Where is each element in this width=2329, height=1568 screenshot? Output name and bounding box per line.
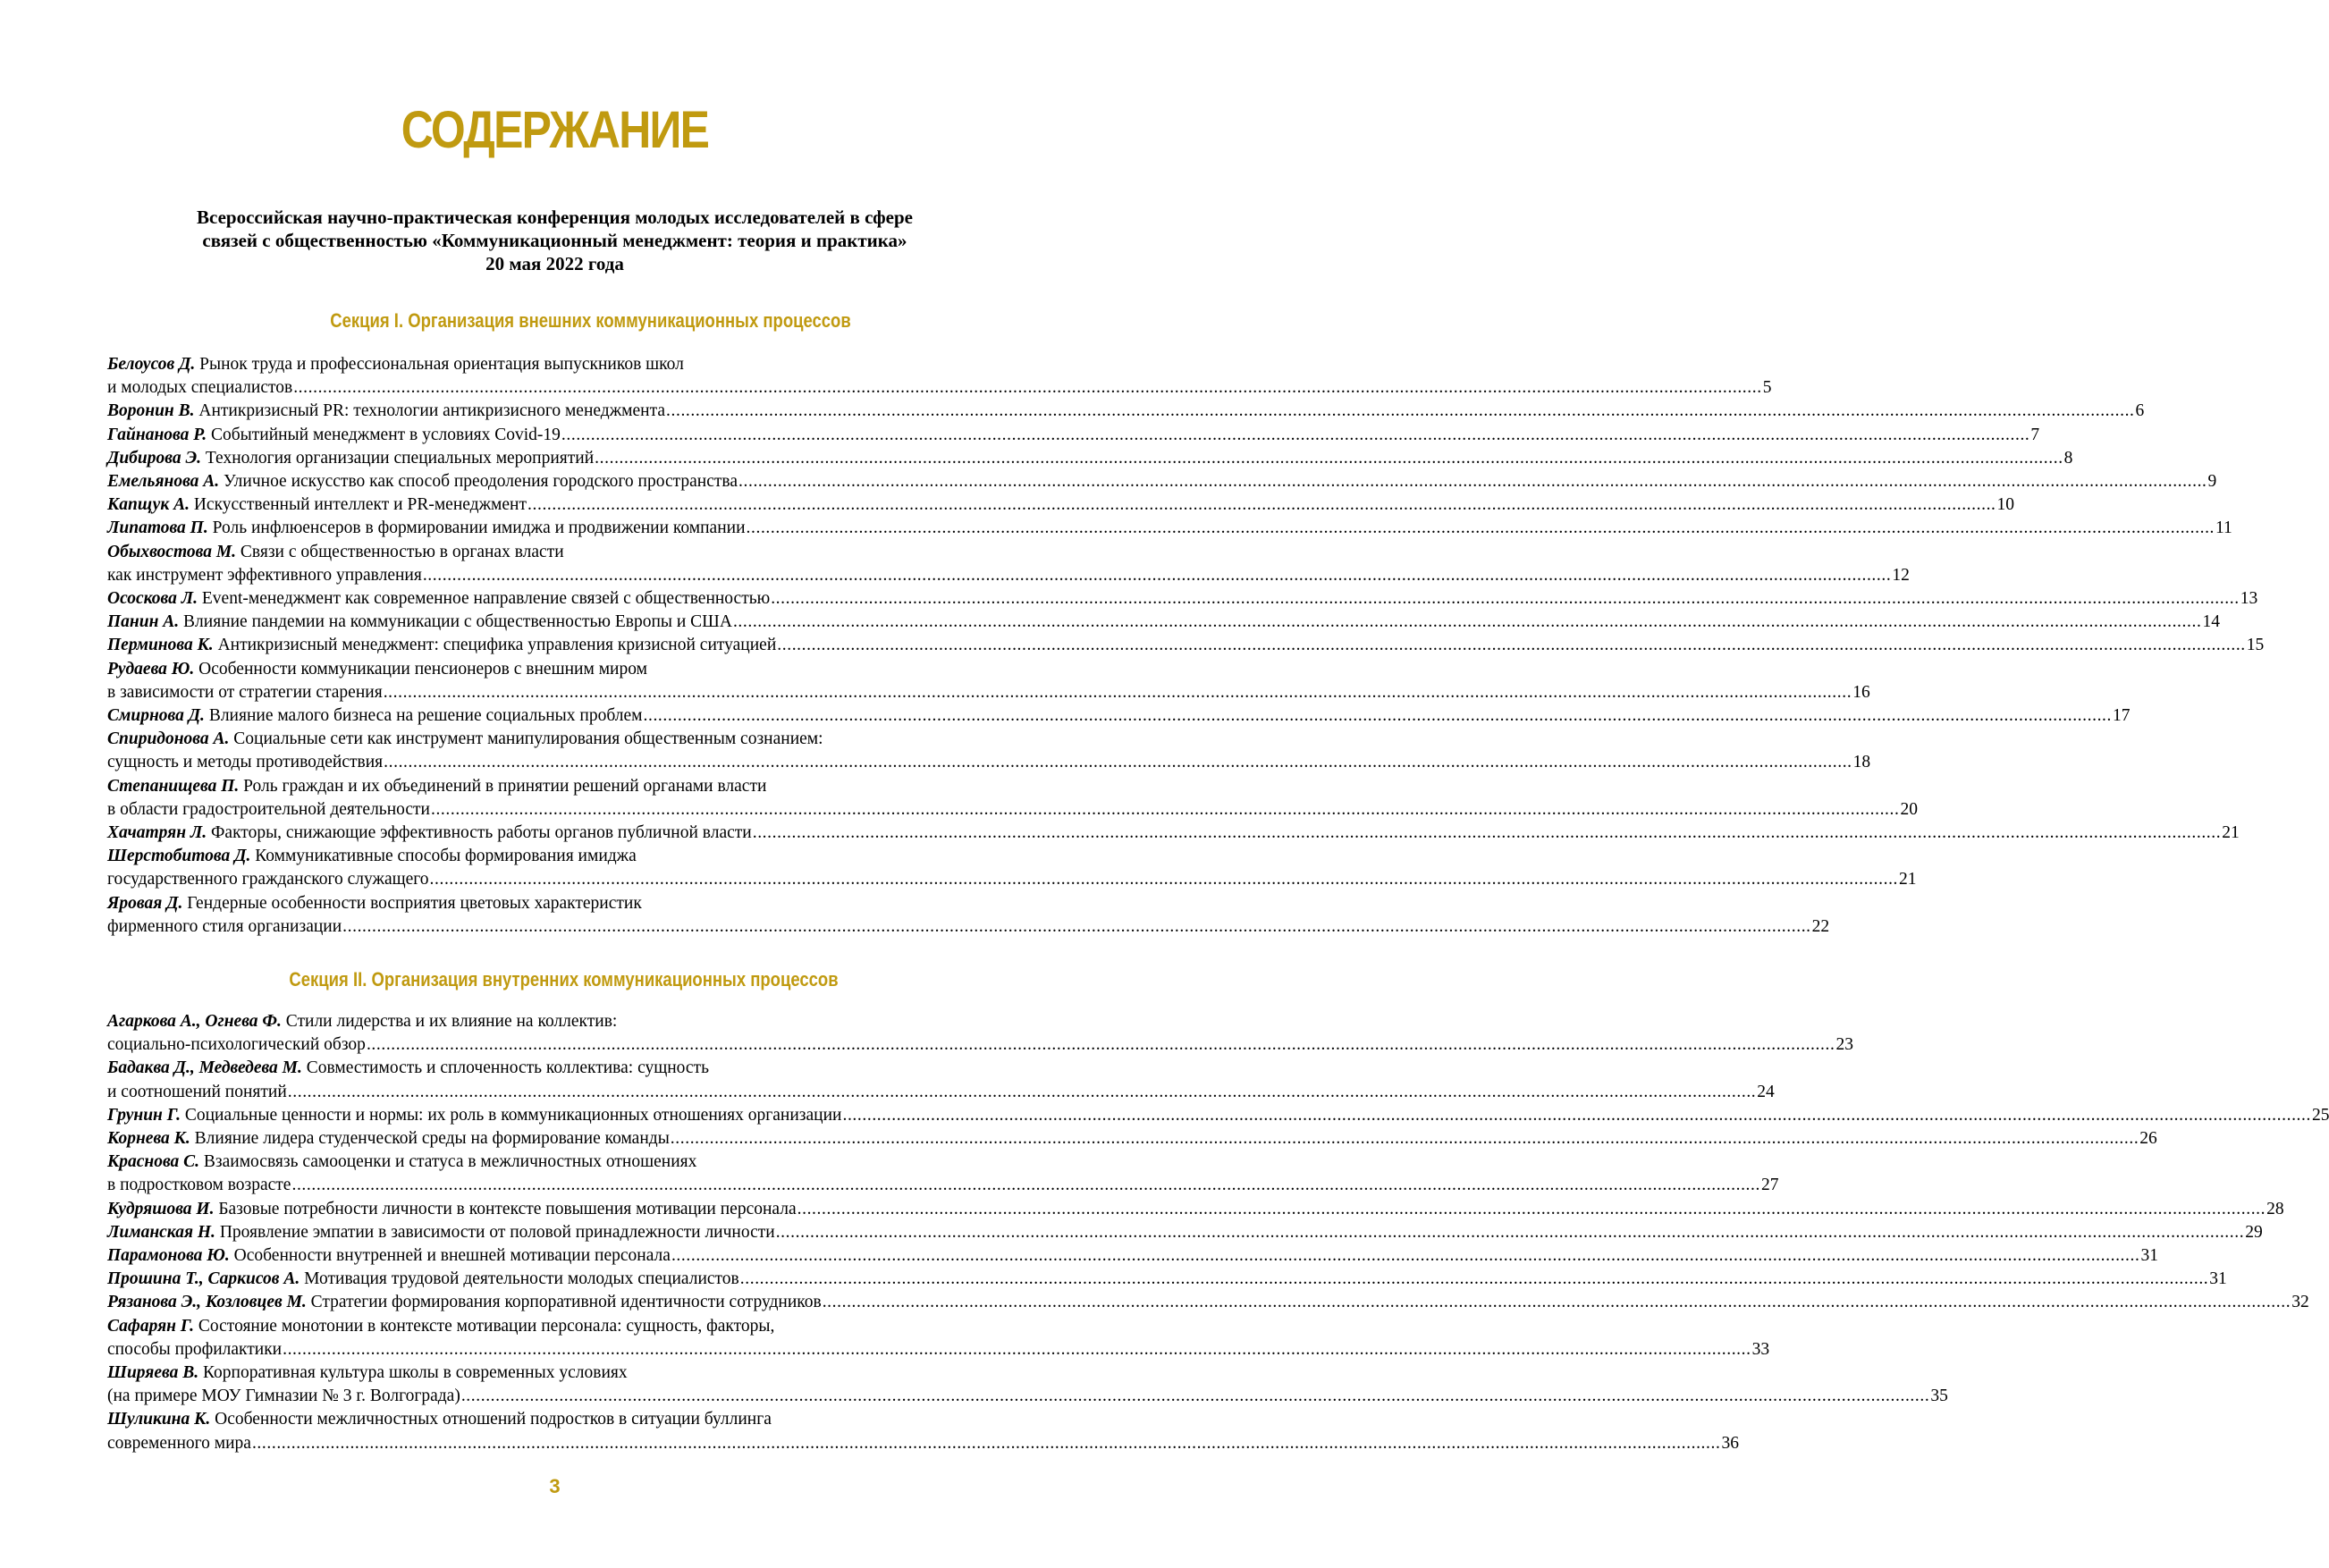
entry-author: Белоусов Д. <box>107 355 196 374</box>
dot-leader <box>291 1174 1760 1197</box>
entry-line-1 <box>107 1315 1000 1338</box>
entry-title: Событийный менеджмент в условиях Covid-19 <box>210 425 561 444</box>
toc-entry <box>107 892 1830 939</box>
dot-leader <box>777 634 2246 657</box>
entry-page-number: 28 <box>2266 1199 2284 1218</box>
entry-line <box>107 517 2232 540</box>
entry-author: Рудаева Ю. <box>107 659 195 679</box>
entry-author: Перминова К. <box>107 636 214 655</box>
entry-page-number: 8 <box>2063 448 2073 468</box>
entry-title-continued: современного мира <box>107 1433 251 1453</box>
dot-leader <box>842 1104 2311 1127</box>
entry-title: Роль граждан и их объединений в принятии решений органами власти <box>243 776 767 796</box>
entry-page-number: 10 <box>1996 495 2015 515</box>
toc-entry <box>107 728 1871 774</box>
dot-leader <box>293 376 1762 400</box>
entry-line-2 <box>107 1174 1779 1197</box>
entry-page-number: 33 <box>1751 1339 1770 1359</box>
entry-author: Хачатрян Л. <box>107 823 207 843</box>
toc-entry <box>107 424 2040 447</box>
toc-entry <box>107 447 2073 470</box>
entry-line <box>107 1198 2284 1221</box>
entry-title: Стили лидерства и их влияние на коллектив: <box>285 1012 618 1031</box>
entry-author: Гайнанова Р. <box>107 425 207 444</box>
entry-line <box>107 822 2240 845</box>
dot-leader <box>644 704 2113 728</box>
entry-line-1 <box>107 845 1000 868</box>
entry-title: Рынок труда и профессиональная ориентация выпускников школ <box>199 355 684 374</box>
conference-title <box>89 206 1020 275</box>
entry-title: Особенности коммуникации пенсионеров с внешним миром <box>198 659 647 679</box>
entry-title-continued: фирменного стиля организации <box>107 916 342 936</box>
entry-line-2 <box>107 564 1910 587</box>
entry-text <box>107 1291 822 1314</box>
toc-entry <box>107 1221 2263 1244</box>
toc-entry <box>107 1408 1739 1454</box>
entry-text <box>107 611 732 634</box>
entry-line-2 <box>107 1338 1770 1361</box>
entry-text <box>107 470 738 493</box>
entry-title: Факторы, снижающие эффективность работы органов публичной власти <box>211 823 752 843</box>
entry-line <box>107 1268 2227 1291</box>
dot-leader <box>776 1221 2245 1244</box>
toc-entry <box>107 400 2145 423</box>
entry-page-number: 11 <box>2215 518 2232 538</box>
toc-entry <box>107 1127 2157 1151</box>
dot-leader <box>430 868 1899 891</box>
entry-author: Бадаква Д., Медведева М. <box>107 1058 302 1078</box>
entry-page-number: 21 <box>1899 870 1917 889</box>
entry-line-1 <box>107 1010 1000 1033</box>
entry-title-continued: в подростковом возрасте <box>107 1176 291 1195</box>
page-title: СОДЕРЖАНИЕ <box>401 101 709 159</box>
entry-title: Уличное искусство как способ преодоления городского пространства <box>224 472 738 492</box>
toc-entry <box>107 470 2217 493</box>
entry-author: Сафарян Г. <box>107 1316 195 1336</box>
entry-line <box>107 1244 2158 1268</box>
dot-leader <box>461 1385 1930 1408</box>
entry-title-continued: в области градостроительной деятельности <box>107 799 430 819</box>
entry-author: Смирнова Д. <box>107 706 205 726</box>
entry-author: Дибирова Э. <box>107 448 202 468</box>
toc-section-1 <box>107 353 2265 939</box>
entry-page-number: 21 <box>2222 823 2240 843</box>
entry-line-1 <box>107 353 1000 376</box>
toc-entry <box>107 634 2265 657</box>
toc-entry <box>107 1151 1779 1197</box>
entry-page-number: 6 <box>2135 401 2145 421</box>
section-2-heading: Секция II. Организация внутренних коммуникационных процессов <box>289 968 839 991</box>
entry-page-number: 7 <box>2030 425 2040 444</box>
entry-author: Шуликина К. <box>107 1410 211 1429</box>
entry-author: Рязанова Э., Козловцев М. <box>107 1293 307 1312</box>
entry-title: Социальные сети как инструмент манипулирования общественным сознанием: <box>233 729 823 749</box>
entry-text <box>107 447 594 470</box>
dot-leader <box>283 1338 1751 1361</box>
toc-entry <box>107 517 2232 540</box>
entry-line-2 <box>107 751 1871 774</box>
entry-text <box>107 1127 670 1151</box>
entry-page-number: 32 <box>2291 1293 2309 1312</box>
entry-line <box>107 447 2073 470</box>
entry-line-2 <box>107 1385 1948 1408</box>
entry-page-number: 31 <box>2209 1269 2227 1289</box>
entry-title-continued: социально-психологический обзор <box>107 1035 366 1055</box>
dot-leader <box>671 1244 2140 1268</box>
dot-leader <box>431 798 1900 822</box>
entry-text <box>107 704 643 728</box>
entry-line <box>107 1104 2329 1127</box>
entry-author: Воронин В. <box>107 401 195 421</box>
entry-line-2 <box>107 1432 1739 1455</box>
entry-title: Совместимость и сплоченность коллектива: сущность <box>306 1058 709 1078</box>
entry-title-continued: и молодых специалистов <box>107 378 293 398</box>
entry-line-1 <box>107 1408 1000 1431</box>
entry-title: Базовые потребности личности в контексте повышения мотивации персонала <box>218 1199 797 1218</box>
entry-line <box>107 493 2015 517</box>
entry-page-number: 15 <box>2246 636 2265 655</box>
entry-text <box>107 493 527 517</box>
entry-title: Корпоративная культура школы в современных условиях <box>202 1363 628 1383</box>
entry-line-2 <box>107 681 1870 704</box>
toc-entry <box>107 822 2240 845</box>
entry-line-2 <box>107 915 1830 939</box>
entry-author: Емельянова А. <box>107 472 220 492</box>
entry-author: Яровая Д. <box>107 893 183 913</box>
entry-line-1 <box>107 1057 1000 1080</box>
entry-page-number: 16 <box>1852 682 1870 702</box>
dot-leader <box>527 493 1996 517</box>
entry-author: Парамонова Ю. <box>107 1246 230 1266</box>
entry-line <box>107 400 2145 423</box>
toc-entry <box>107 658 1870 704</box>
conference-title-line-2: связей с общественностью «Коммуникационный менеджмент: теория и практика» <box>202 230 907 251</box>
dot-leader <box>561 424 2030 447</box>
entry-author: Грунин Г. <box>107 1105 181 1125</box>
page-number: 3 <box>549 1475 561 1497</box>
entry-author: Шерстобитова Д. <box>107 847 251 866</box>
entry-line-1 <box>107 1151 1000 1174</box>
entry-text <box>107 1268 739 1291</box>
toc-entry <box>107 587 2258 611</box>
dot-leader <box>797 1198 2266 1221</box>
entry-title-continued: как инструмент эффективного управления <box>107 565 422 585</box>
toc-entry <box>107 1361 1948 1408</box>
entry-author: Кудряшова И. <box>107 1199 215 1218</box>
entry-line <box>107 1291 2309 1314</box>
entry-text <box>107 517 746 540</box>
entry-title: Искусственный интеллект и PR-менеджмент <box>193 495 527 515</box>
entry-line-2 <box>107 798 1918 822</box>
entry-text <box>107 1104 841 1127</box>
entry-page-number: 18 <box>1852 753 1871 772</box>
entry-title: Антикризисный PR: технологии антикризисного менеджмента <box>198 401 666 421</box>
entry-author: Степанищева П. <box>107 776 240 796</box>
entry-line <box>107 587 2258 611</box>
entry-title: Проявление эмпатии в зависимости от половой принадлежности личности <box>219 1222 775 1242</box>
entry-page-number: 14 <box>2202 612 2220 632</box>
entry-title: Влияние малого бизнеса на решение социальных проблем <box>208 706 643 726</box>
entry-page-number: 13 <box>2240 589 2258 609</box>
entry-title-continued: в зависимости от стратегии старения <box>107 682 383 702</box>
entry-title: Социальные ценности и нормы: их роль в коммуникационных отношениях организации <box>184 1105 842 1125</box>
entry-author: Капщук А. <box>107 495 190 515</box>
entry-line-1 <box>107 658 1000 681</box>
entry-author: Ширяева В. <box>107 1363 199 1383</box>
dot-leader <box>747 517 2215 540</box>
entry-title-continued: способы профилактики <box>107 1339 283 1359</box>
entry-title: Состояние монотонии в контексте мотивации персонала: сущность, факторы, <box>198 1316 775 1336</box>
entry-line <box>107 424 2040 447</box>
toc-entry <box>107 493 2015 517</box>
entry-page-number: 23 <box>1835 1035 1853 1055</box>
dot-leader <box>288 1081 1757 1104</box>
entry-text <box>107 587 770 611</box>
entry-title: Особенности межличностных отношений подростков в ситуации буллинга <box>215 1410 772 1429</box>
entry-title-continued: государственного гражданского служащего <box>107 870 429 889</box>
entry-author: Лиманская Н. <box>107 1222 215 1242</box>
toc-entry <box>107 1244 2158 1268</box>
toc-entry <box>107 1268 2227 1291</box>
dot-leader <box>252 1432 1721 1455</box>
entry-page-number: 5 <box>1762 378 1772 398</box>
toc-entry <box>107 1057 1775 1103</box>
entry-line <box>107 470 2217 493</box>
entry-line-2 <box>107 1081 1775 1104</box>
entry-page-number: 35 <box>1930 1387 1948 1406</box>
dot-leader <box>595 447 2063 470</box>
toc-entry <box>107 541 1910 587</box>
toc-entry <box>107 1104 2329 1127</box>
toc-entry <box>107 353 1772 400</box>
dot-leader <box>771 587 2240 611</box>
dot-leader <box>738 470 2207 493</box>
entry-title: Антикризисный менеджмент: специфика управления кризисной ситуацией <box>217 636 777 655</box>
dot-leader <box>423 564 1892 587</box>
entry-title: Влияние лидера студенческой среды на формирование команды <box>194 1129 670 1149</box>
entry-title: Стратегии формирования корпоративной идентичности сотрудников <box>310 1293 822 1312</box>
toc-entry <box>107 775 1918 822</box>
entry-line-1 <box>107 728 1000 751</box>
entry-author: Липатова П. <box>107 518 208 538</box>
entry-title: Event-менеджмент как современное направление связей с общественностью <box>201 589 771 609</box>
dot-leader <box>733 611 2202 634</box>
entry-page-number: 24 <box>1757 1082 1775 1101</box>
entry-page-number: 26 <box>2139 1129 2157 1149</box>
toc-entry <box>107 1198 2284 1221</box>
entry-text <box>107 1198 797 1221</box>
entry-line-1 <box>107 1361 1000 1385</box>
entry-line <box>107 1221 2263 1244</box>
entry-author: Корнева К. <box>107 1129 190 1149</box>
entry-page-number: 27 <box>1760 1176 1779 1195</box>
entry-line-2 <box>107 1033 1853 1057</box>
entry-title-continued: сущность и методы противодействия <box>107 753 384 772</box>
entry-title: Коммуникативные способы формирования имиджа <box>255 847 637 866</box>
entry-title: Гендерные особенности восприятия цветовых характеристик <box>187 893 642 913</box>
entry-line-2 <box>107 868 1917 891</box>
dot-leader <box>384 681 1852 704</box>
entry-title-continued: (на примере МОУ Гимназии № 3 г. Волгограда) <box>107 1387 460 1406</box>
dot-leader <box>671 1127 2139 1151</box>
dot-leader <box>384 751 1852 774</box>
entry-page-number: 36 <box>1721 1433 1739 1453</box>
dot-leader <box>367 1033 1835 1057</box>
toc-section-2 <box>107 1010 2329 1455</box>
entry-author: Спиридонова А. <box>107 729 230 749</box>
entry-page-number: 9 <box>2207 472 2217 492</box>
entry-text <box>107 822 752 845</box>
dot-leader <box>342 915 1811 939</box>
entry-text <box>107 400 665 423</box>
entry-author: Обыхвостова М. <box>107 542 237 561</box>
entry-author: Краснова С. <box>107 1152 200 1172</box>
entry-line <box>107 634 2265 657</box>
toc-entry <box>107 845 1917 891</box>
entry-title: Связи с общественностью в органах власти <box>240 542 564 561</box>
entry-line-1 <box>107 775 1000 798</box>
entry-author: Агаркова А., Огнева Ф. <box>107 1012 282 1031</box>
entry-page-number: 17 <box>2113 706 2131 726</box>
entry-line <box>107 611 2220 634</box>
entry-line-1 <box>107 892 1000 915</box>
entry-title: Особенности внутренней и внешней мотивации персонала <box>233 1246 671 1266</box>
dot-leader <box>753 822 2222 845</box>
toc-entry <box>107 1315 1770 1361</box>
entry-author: Прошина Т., Саркисов А. <box>107 1269 300 1289</box>
entry-title: Влияние пандемии на коммуникации с общественностью Европы и США <box>183 612 732 632</box>
dot-leader <box>823 1291 2291 1314</box>
toc-entry <box>107 1010 1853 1057</box>
conference-title-line-1: Всероссийская научно-практическая конференция молодых исследователей в сфере <box>197 207 913 228</box>
conference-date: 20 мая 2022 года <box>485 253 624 274</box>
entry-page-number: 29 <box>2245 1222 2263 1242</box>
toc-entry <box>107 1291 2309 1314</box>
toc-entry <box>107 611 2220 634</box>
entry-title: Мотивация трудовой деятельности молодых специалистов <box>304 1269 739 1289</box>
entry-text <box>107 1244 671 1268</box>
entry-text <box>107 424 561 447</box>
entry-title-continued: и соотношений понятий <box>107 1082 287 1101</box>
section-1-heading: Секция I. Организация внешних коммуникационных процессов <box>330 309 851 332</box>
toc-entry <box>107 704 2131 728</box>
entry-author: Ососкова Л. <box>107 589 198 609</box>
entry-line-1 <box>107 541 1000 564</box>
dot-leader <box>740 1268 2209 1291</box>
entry-text <box>107 634 776 657</box>
entry-title: Роль инфлюенсеров в формировании имиджа и продвижении компании <box>212 518 746 538</box>
entry-page-number: 31 <box>2140 1246 2158 1266</box>
entry-author: Панин А. <box>107 612 180 632</box>
entry-line <box>107 1127 2157 1151</box>
dot-leader <box>666 400 2135 423</box>
entry-title: Взаимосвязь самооценки и статуса в межличностных отношениях <box>203 1152 697 1172</box>
entry-page-number: 25 <box>2311 1105 2329 1125</box>
entry-line <box>107 704 2131 728</box>
entry-page-number: 20 <box>1900 799 1918 819</box>
entry-page-number: 22 <box>1811 916 1830 936</box>
entry-line-2 <box>107 376 1772 400</box>
entry-title: Технология организации специальных мероприятий <box>205 448 595 468</box>
entry-text <box>107 1221 775 1244</box>
entry-page-number: 12 <box>1892 565 1910 585</box>
